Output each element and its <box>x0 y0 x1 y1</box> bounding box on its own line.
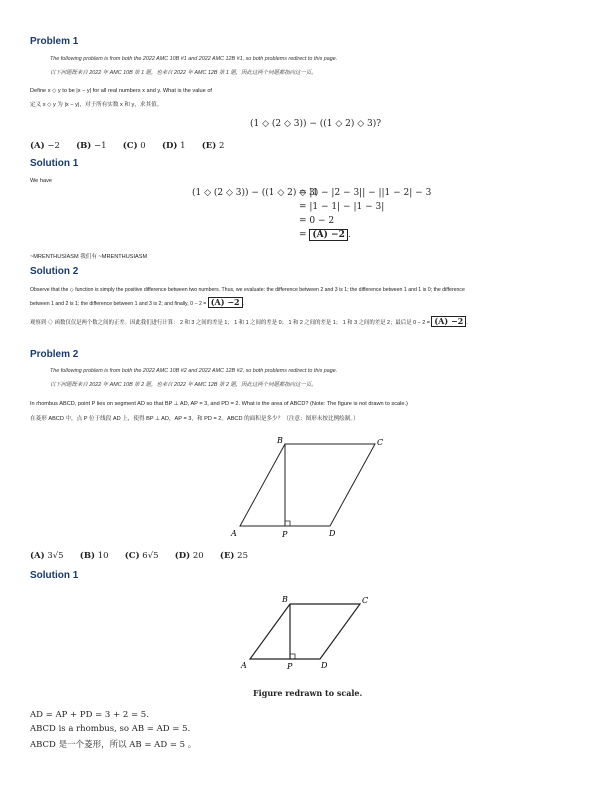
choice-value: 3√5 <box>47 551 64 561</box>
label-a: A <box>231 529 237 538</box>
choice-label: (A) <box>30 141 45 151</box>
right-angle-mark <box>290 654 295 659</box>
choice-value: 10 <box>97 551 109 561</box>
solution1-heading: Solution 1 <box>30 158 79 169</box>
choice-value: 1 <box>180 141 186 151</box>
right-angle-mark <box>285 521 290 526</box>
rhombus-figure-to-scale <box>238 592 378 672</box>
choice-label: (E) <box>201 141 217 151</box>
label-d: D <box>321 661 328 670</box>
solution1b-line-3: ABCD 是一个菱形，所以 AB = AD = 5 。 <box>30 740 197 750</box>
problem1-heading: Problem 1 <box>30 36 79 47</box>
problem2-note-en: The following problem is from both the 2022 AMC 10B #2 and 2022 AMC 12B #2, so both problems redirect to this page. <box>50 368 338 374</box>
choice-label: (C) <box>122 141 138 151</box>
equals-sign: = <box>299 230 307 240</box>
rhombus-outline <box>250 604 360 659</box>
problem2-statement-en: In rhombus ABCD, point P lies on segment AD so that BP ⊥ AD, AP = 3, and PD = 2. What is the area of ABCD? (Note: The figure is not drawn to scale.) <box>30 401 408 407</box>
choice-value: 6√5 <box>142 551 159 561</box>
label-p: P <box>282 530 288 539</box>
choice-value: 25 <box>237 551 248 561</box>
choice-label: (A) <box>30 551 45 561</box>
solution1b-heading: Solution 1 <box>30 570 79 581</box>
problem1-note-en: The following problem is from both the 2022 AMC 10B #1 and 2022 AMC 12B #1, so both problems redirect to this page. <box>50 56 338 62</box>
solution1b-line-1: AD = AP + PD = 3 + 2 = 5. <box>30 710 149 720</box>
problem1-statement-zh: 定义 x ◇ y 为 |x − y|，对于所有实数 x 和 y，求其值。 <box>30 102 163 108</box>
label-c: C <box>377 438 384 447</box>
solution1-line-3: = 0 − 2 <box>299 216 335 226</box>
choice-label: (B) <box>76 141 92 151</box>
label-c: C <box>362 596 369 605</box>
solution1-lhs: (1 ◇ (2 ◇ 3)) − ((1 ◇ 2) ◇ 3) <box>192 188 319 198</box>
solution1-line-1: = |1 − |2 − 3|| − ||1 − 2| − 3 <box>299 188 432 198</box>
solution1b-line-2: ABCD is a rhombus, so AB = AD = 5. <box>30 724 191 734</box>
solution2-text-en-2: between 1 and 2 is 1; the difference between 1 and 3 is 2; and finally, 0 − 2 = (A) −2 . <box>30 297 245 307</box>
choice-value: 20 <box>192 551 204 561</box>
label-b: B <box>277 436 283 445</box>
figure-caption: Figure redrawn to scale. <box>253 688 363 698</box>
rhombus-outline <box>240 444 375 526</box>
choice-label: (E) <box>219 551 235 561</box>
solution1-line-4: = (A) −2 . <box>299 230 351 240</box>
problem2-note-zh: 以下问题既来自 2022 年 AMC 10B 第 2 题，也来自 2022 年 AMC 12B 第 2 题，因此这两个问题都指向这一页。 <box>50 382 317 388</box>
label-p: P <box>287 662 293 671</box>
choice-value: 0 <box>140 141 146 151</box>
problem1-expression: (1 ◇ (2 ◇ 3)) − ((1 ◇ 2) ◇ 3)? <box>250 119 382 129</box>
solution1-credit: ~MRENTHUSIASM 我们有 ~MRENTHUSIASM <box>30 254 148 260</box>
solution1-line-2: = |1 − 1| − |1 − 3| <box>299 202 385 212</box>
problem2-heading: Problem 2 <box>30 349 79 360</box>
rhombus-figure-not-to-scale <box>225 436 405 546</box>
problem1-choices <box>30 141 224 151</box>
choice-label: (D) <box>174 551 191 561</box>
solution1-intro: We have <box>30 178 52 184</box>
solution2-heading: Solution 2 <box>30 266 79 277</box>
choice-value: −1 <box>94 141 107 151</box>
choice-value: 2 <box>218 141 225 151</box>
problem2-statement-zh: 在菱形 ABCD 中，点 P 位于线段 AD 上，使得 BP ⊥ AD，AP = 3，和 PD = 2。ABCD 的面积是多少？（注意：图形未按比例绘制。） <box>30 416 359 422</box>
label-b: B <box>282 595 288 604</box>
solution1-answer-box: (A) −2 <box>309 229 347 241</box>
label-a: A <box>241 661 247 670</box>
solution2-answer-box: (A) −2 <box>208 297 243 308</box>
solution2-text-en-1: Observe that the ◇ function is simply the positive difference between two numbers. Thus, we evaluate: the difference between 2 and 3 is 1; the difference between 1 and 1 is 0; the difference <box>30 287 465 293</box>
solution2-answer-box-zh: (A) −2 <box>431 316 466 327</box>
label-d: D <box>329 529 336 538</box>
choice-value: −2 <box>47 141 60 151</box>
problem1-note-zh: 以下问题既来自 2022 年 AMC 10B 第 1 题，也来自 2022 年 AMC 12B 第 1 题，因此这两个问题都指向这一页。 <box>50 70 317 76</box>
solution2-text-zh: 观察到 ◇ 函数仅仅是两个数之间的正差。因此我们进行计算： 2 和 3 之间的差是 1； 1 和 1 之间的差是 0； 1 和 2 之间的差是 1； 1 和 3 之间的差是 2；最后是 0 − 2 = (A) −2 . <box>30 316 468 326</box>
choice-label: (C) <box>124 551 140 561</box>
problem2-choices <box>30 551 248 561</box>
problem1-statement-en: Define x ◇ y to be |x − y| for all real numbers x and y. What is the value of <box>30 88 212 94</box>
choice-label: (B) <box>79 551 96 561</box>
choice-label: (D) <box>161 141 178 151</box>
